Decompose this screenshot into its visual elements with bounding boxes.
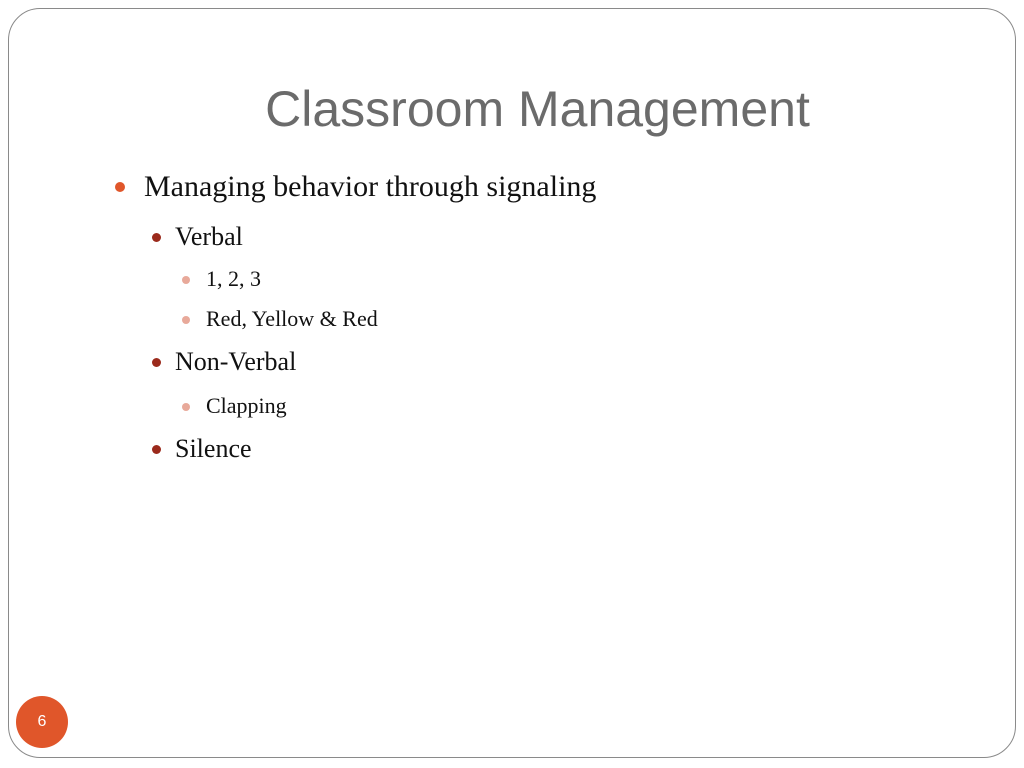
bullet-one-two-three: 1, 2, 3 <box>206 266 261 291</box>
bullet-dot-2 <box>152 233 161 242</box>
bullet-non-verbal: Non-Verbal <box>175 347 297 376</box>
bullet-dot-1 <box>115 182 125 192</box>
bullet-dot-4 <box>182 316 190 324</box>
bullet-red-yellow-red: Red, Yellow & Red <box>206 306 378 331</box>
bullet-dot-7 <box>152 445 161 454</box>
page-number-badge <box>16 696 68 748</box>
page-number: 6 <box>37 713 47 730</box>
bullet-silence: Silence <box>175 434 252 463</box>
bullet-clapping: Clapping <box>206 393 287 418</box>
bullet-dot-6 <box>182 403 190 411</box>
bullet-verbal: Verbal <box>175 222 243 251</box>
slide-title: Classroom Management <box>265 81 810 137</box>
bullet-dot-3 <box>182 276 190 284</box>
bullet-dot-5 <box>152 358 161 367</box>
bullet-managing-behavior: Managing behavior through signaling <box>144 170 597 203</box>
